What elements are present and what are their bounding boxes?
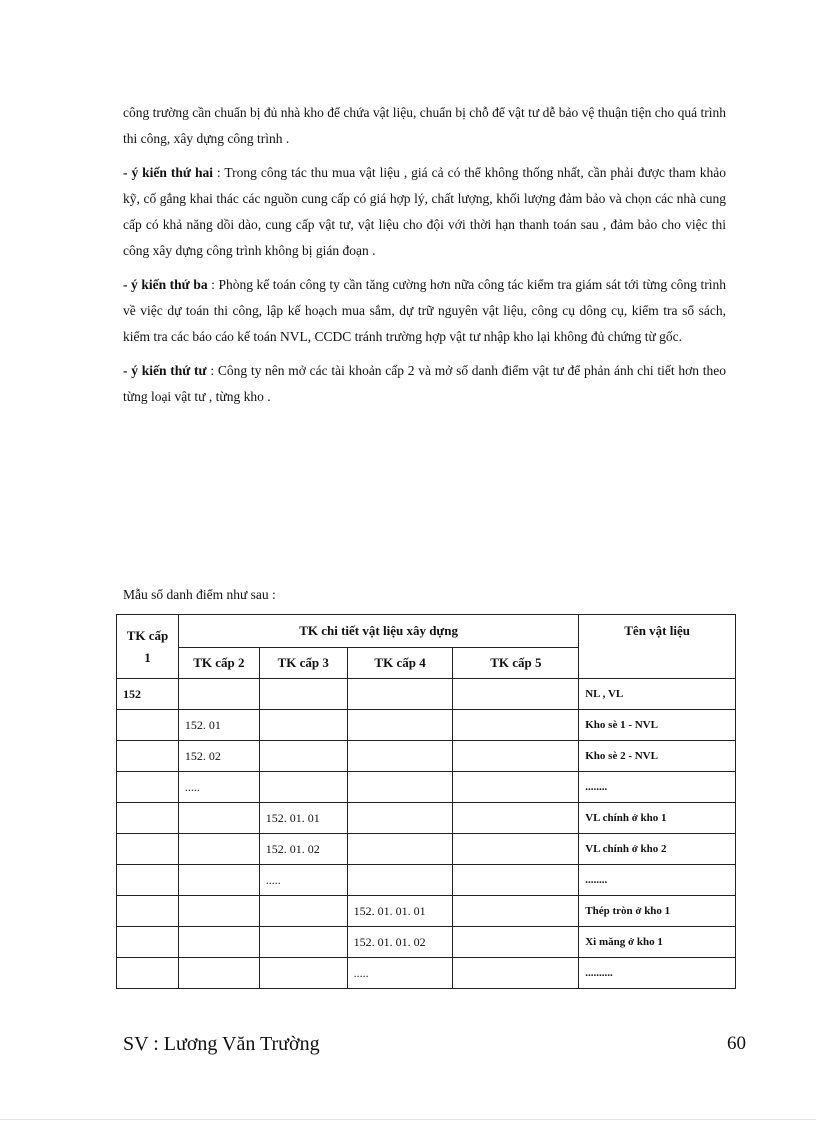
- table-row: [117, 679, 736, 710]
- header-tk-detail-group: TK chi tiết vật liệu xây dựng: [178, 615, 578, 648]
- cell-tk4: 152. 01. 01. 02: [347, 927, 453, 958]
- cell-material-name: VL chính ở kho 1: [579, 803, 736, 834]
- cell-tk2: [178, 865, 259, 896]
- cell-material-name: ........: [579, 865, 736, 896]
- cell-tk5: [453, 741, 579, 772]
- header-tk-cap-3: TK cấp 3: [259, 648, 347, 679]
- cell-tk1: 152: [117, 679, 179, 710]
- cell-tk1: [117, 741, 179, 772]
- cell-material-name: NL , VL: [579, 679, 736, 710]
- cell-material-name: ..........: [579, 958, 736, 989]
- table-row: [117, 772, 736, 803]
- paragraph-4: [123, 358, 726, 410]
- paragraph-1: [123, 100, 726, 152]
- cell-tk1: [117, 927, 179, 958]
- paragraph-3-text: : Phòng kế toán công ty cần tăng cường hơn nữa công tác kiểm tra giám sát tới từng công trình về việc dự toán thi công, lập kế hoạch mua sắm, dự trữ nguyên vật liệu, công cụ dông cụ, kiểm tra sổ sách, kiểm tra các báo cáo kế toán NVL, CCDC tránh trường hợp vật tư nhập kho lại không đủ chứng từ gốc.: [123, 277, 726, 344]
- cell-tk2: [178, 679, 259, 710]
- cell-tk5: [453, 803, 579, 834]
- cell-tk4: [347, 679, 453, 710]
- table-row: [117, 896, 736, 927]
- cell-tk5: [453, 772, 579, 803]
- cell-tk3: .....: [259, 865, 347, 896]
- paragraph-2: [123, 160, 726, 264]
- cell-tk4: [347, 865, 453, 896]
- cell-tk1: [117, 772, 179, 803]
- cell-tk5: [453, 927, 579, 958]
- cell-tk2: 152. 02: [178, 741, 259, 772]
- cell-tk2: [178, 803, 259, 834]
- cell-tk3: 152. 01. 01: [259, 803, 347, 834]
- cell-tk1: [117, 865, 179, 896]
- cell-tk3: [259, 679, 347, 710]
- cell-tk5: [453, 679, 579, 710]
- cell-tk1: [117, 958, 179, 989]
- cell-tk1: [117, 896, 179, 927]
- cell-tk2: .....: [178, 772, 259, 803]
- cell-material-name: Xi măng ở kho 1: [579, 927, 736, 958]
- cell-material-name: ........: [579, 772, 736, 803]
- cell-tk4: [347, 803, 453, 834]
- cell-tk2: [178, 896, 259, 927]
- table-row: [117, 834, 736, 865]
- footer-author: SV : Lương Văn Trường: [123, 1033, 320, 1055]
- cell-material-name: Kho sè 2 - NVL: [579, 741, 736, 772]
- cell-tk3: [259, 772, 347, 803]
- header-tk-cap-4: TK cấp 4: [347, 648, 453, 679]
- cell-material-name: Kho sè 1 - NVL: [579, 710, 736, 741]
- header-tk-cap-5: TK cấp 5: [453, 648, 579, 679]
- cell-tk1: [117, 834, 179, 865]
- cell-tk3: [259, 958, 347, 989]
- paragraph-4-lead: - ý kiến thứ tư: [123, 363, 207, 378]
- cell-tk2: 152. 01: [178, 710, 259, 741]
- cell-tk3: [259, 896, 347, 927]
- table-row: [117, 865, 736, 896]
- table-row: [117, 803, 736, 834]
- cell-tk2: [178, 958, 259, 989]
- table-row: [117, 710, 736, 741]
- table-row: [117, 927, 736, 958]
- header-tk-cap-2: TK cấp 2: [178, 648, 259, 679]
- cell-tk5: [453, 865, 579, 896]
- cell-tk5: [453, 710, 579, 741]
- cell-material-name: VL chính ở kho 2: [579, 834, 736, 865]
- cell-tk4: [347, 741, 453, 772]
- cell-tk4: .....: [347, 958, 453, 989]
- table-row: [117, 741, 736, 772]
- header-tk-cap-1: TK cấp 1: [117, 615, 179, 679]
- cell-tk4: [347, 834, 453, 865]
- paragraph-3: [123, 272, 726, 350]
- cell-tk5: [453, 834, 579, 865]
- paragraph-4-text: : Công ty nên mở các tài khoản cấp 2 và mở sổ danh điểm vật tư để phản ánh chi tiết hơn theo từng loại vật tư , từng kho .: [123, 363, 726, 404]
- material-code-table: [116, 614, 736, 989]
- cell-tk4: [347, 772, 453, 803]
- paragraph-2-text: : Trong công tác thu mua vật liệu , giá cả có thể không thống nhất, cần phải được tham khảo kỹ, cố gắng khai thác các nguồn cung cấp có giá hợp lý, chất lượng, khối lượng đảm bảo và chọn các nhà cung cấp có khả năng dồi dào, cung cấp vật tư, vật liệu cho đội với thời hạn thanh toán sau , đảm bảo cho việc thi công xây dựng công trình không bị gián đoạn .: [123, 165, 726, 258]
- cell-tk5: [453, 958, 579, 989]
- table-caption: Mẫu sổ danh điểm như sau :: [123, 587, 276, 602]
- cell-tk3: [259, 741, 347, 772]
- cell-material-name: Thép tròn ở kho 1: [579, 896, 736, 927]
- cell-tk3: 152. 01. 02: [259, 834, 347, 865]
- header-material-name: Tên vật liệu: [579, 615, 736, 679]
- paragraph-3-lead: - ý kiến thứ ba: [123, 277, 208, 292]
- page-bottom-divider: [0, 1119, 816, 1120]
- body-text: [123, 100, 726, 418]
- cell-tk4: [347, 710, 453, 741]
- cell-tk4: 152. 01. 01. 01: [347, 896, 453, 927]
- table-row: [117, 958, 736, 989]
- cell-tk1: [117, 803, 179, 834]
- cell-tk5: [453, 896, 579, 927]
- paragraph-2-lead: - ý kiến thứ hai: [123, 165, 213, 180]
- cell-tk2: [178, 834, 259, 865]
- cell-tk1: [117, 710, 179, 741]
- cell-tk2: [178, 927, 259, 958]
- paragraph-1-text: công trường cần chuẩn bị đủ nhà kho để chứa vật liệu, chuẩn bị chỗ để vật tư dễ bảo vệ thuận tiện cho quá trình thi công, xây dựng công trình .: [123, 105, 726, 146]
- cell-tk3: [259, 710, 347, 741]
- page-number: 60: [727, 1033, 746, 1054]
- cell-tk3: [259, 927, 347, 958]
